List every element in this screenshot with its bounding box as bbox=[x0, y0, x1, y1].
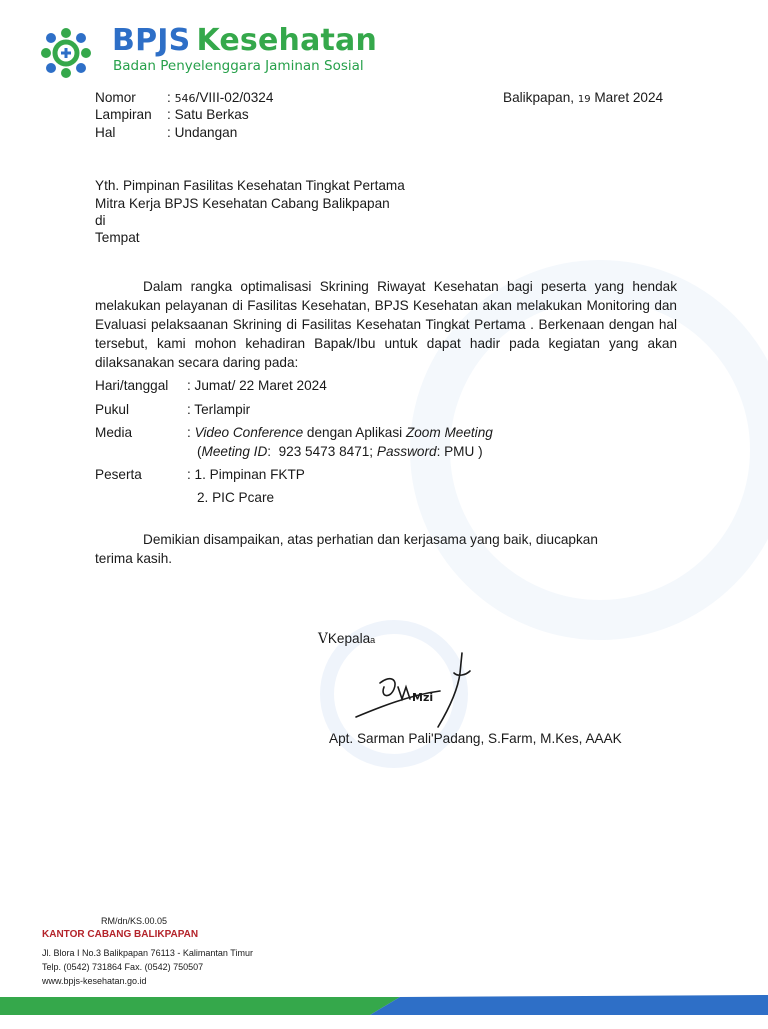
password-value: : PMU ) bbox=[436, 444, 483, 459]
footer-phone: Telp. (0542) 731864 Fax. (0542) 750507 bbox=[42, 962, 204, 972]
letter-date bbox=[503, 89, 663, 109]
media-mid: dengan Aplikasi bbox=[303, 425, 406, 440]
media-video-conference: Video Conference bbox=[194, 425, 304, 440]
recipient-line-1: Yth. Pimpinan Fasilitas Kesehatan Tingkat Pertama bbox=[95, 178, 405, 193]
date-day-handwritten: 19 bbox=[577, 94, 591, 105]
logo-subtitle: Badan Penyelenggara Jaminan Sosial bbox=[113, 58, 364, 74]
date-city: Balikpapan, bbox=[503, 90, 575, 105]
signature-title-text: Kepala bbox=[327, 631, 371, 646]
meeting-id-label: Meeting ID bbox=[201, 444, 268, 459]
footer-address: Jl. Blora I No.3 Balikpapan 76113 - Kalimantan Timur bbox=[42, 948, 253, 958]
pukul-label: Pukul bbox=[95, 402, 130, 417]
closing-line-2: terima kasih. bbox=[95, 551, 173, 566]
footer-office: KANTOR CABANG BALIKPAPAN bbox=[42, 929, 199, 940]
nomor-value-text: /VIII-02/0324 bbox=[195, 90, 274, 105]
media-label: Media bbox=[95, 425, 133, 440]
meeting-id-value: : 923 5473 8471; bbox=[267, 444, 377, 459]
logo-brand-text: BPJS bbox=[112, 23, 191, 58]
footer-website: www.bpjs-kesehatan.go.id bbox=[42, 976, 147, 986]
nomor-label: Nomor bbox=[95, 90, 136, 105]
signature-title: VKepalaa bbox=[318, 631, 376, 647]
footer-code: RM/dn/KS.00.05 bbox=[101, 916, 168, 926]
lampiran-value: : Satu Berkas bbox=[167, 107, 249, 122]
media-value: : Video Conference dengan Aplikasi Zoom Meeting bbox=[187, 425, 493, 440]
footer-color-bar bbox=[0, 993, 768, 1024]
hal-label: Hal bbox=[95, 125, 116, 140]
hari-label: Hari/tanggal bbox=[95, 378, 169, 393]
peserta-item-1: : 1. Pimpinan FKTP bbox=[187, 467, 305, 482]
lampiran-label: Lampiran bbox=[95, 107, 152, 122]
recipient-line-2: Mitra Kerja BPJS Kesehatan Cabang Balikpapan bbox=[95, 196, 390, 211]
handwritten-signature bbox=[350, 645, 480, 735]
bpjs-logo-icon bbox=[40, 27, 92, 79]
hal-value: : Undangan bbox=[167, 125, 238, 140]
peserta-item-2: 2. PIC Pcare bbox=[197, 490, 275, 505]
nomor-value: : 546/VIII-02/0324 bbox=[167, 90, 274, 105]
logo-kesehatan-text: Kesehatan bbox=[196, 23, 378, 58]
password-label: Password bbox=[376, 444, 437, 459]
svg-text:Mzi: Mzi bbox=[412, 691, 434, 704]
logo-wordmark bbox=[112, 23, 378, 58]
recipient-line-4: Tempat bbox=[95, 230, 140, 245]
media-zoom: Zoom Meeting bbox=[405, 425, 493, 440]
signatory-name: Apt. Sarman Pali'Padang, S.Farm, M.Kes, AAAK bbox=[329, 731, 622, 746]
hari-value: : Jumat/ 22 Maret 2024 bbox=[187, 378, 327, 393]
body-paragraph: Dalam rangka optimalisasi Skrining Riwayat Kesehatan bagi peserta yang hendak melakukan pelayanan di Fasilitas Kesehatan, BPJS Kesehatan akan melakukan Monitoring dan Evaluasi pelaksaanan Skrining di Fasilitas Kesehatan Tingkat Pertama . Berkenaan dengan hal tersebut, kami mohon kehadiran Bapak/Ibu untuk dapat hadir pada kegiatan yang akan dilaksanakan secara daring pada: bbox=[95, 279, 677, 370]
nomor-handwritten: 546 bbox=[174, 92, 196, 105]
peserta-label: Peserta bbox=[95, 467, 142, 482]
hal-value-text: Undangan bbox=[174, 125, 238, 140]
lampiran-value-text: Satu Berkas bbox=[174, 107, 249, 122]
date-month-year: Maret 2024 bbox=[594, 90, 664, 105]
closing-line-1: Demikian disampaikan, atas perhatian dan kerjasama yang baik, diucapkan bbox=[143, 532, 598, 547]
recipient-line-3: di bbox=[95, 213, 106, 228]
meeting-details: (Meeting ID: 923 5473 8471; Password: PMU ) bbox=[197, 444, 483, 459]
pukul-value: : Terlampir bbox=[187, 402, 251, 417]
